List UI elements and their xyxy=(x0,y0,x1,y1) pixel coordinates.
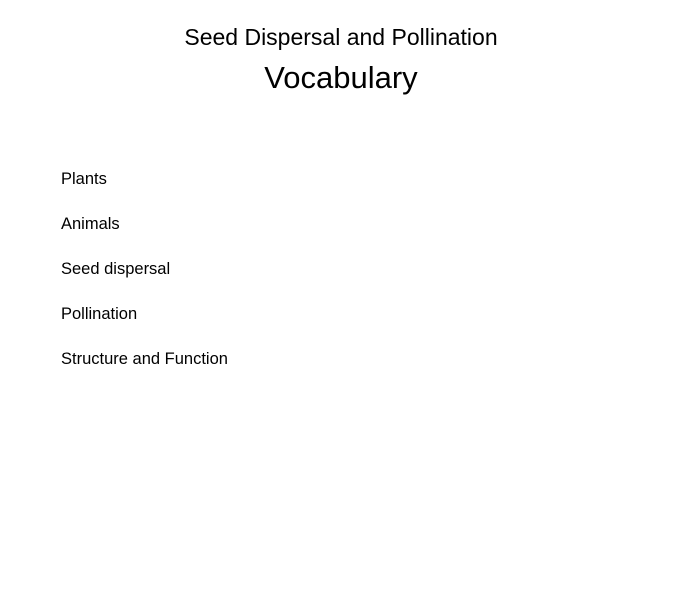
vocab-term-animals: Animals xyxy=(61,215,120,233)
vocab-term-seed-dispersal: Seed dispersal xyxy=(61,260,171,278)
page-title: Vocabulary xyxy=(264,60,418,95)
vocab-term-structure-and-function: Structure and Function xyxy=(61,350,228,368)
vocab-term-plants: Plants xyxy=(61,170,107,188)
page-subtitle: Seed Dispersal and Pollination xyxy=(184,24,498,50)
vocabulary-list xyxy=(61,168,228,393)
vocab-term-pollination: Pollination xyxy=(61,305,138,323)
